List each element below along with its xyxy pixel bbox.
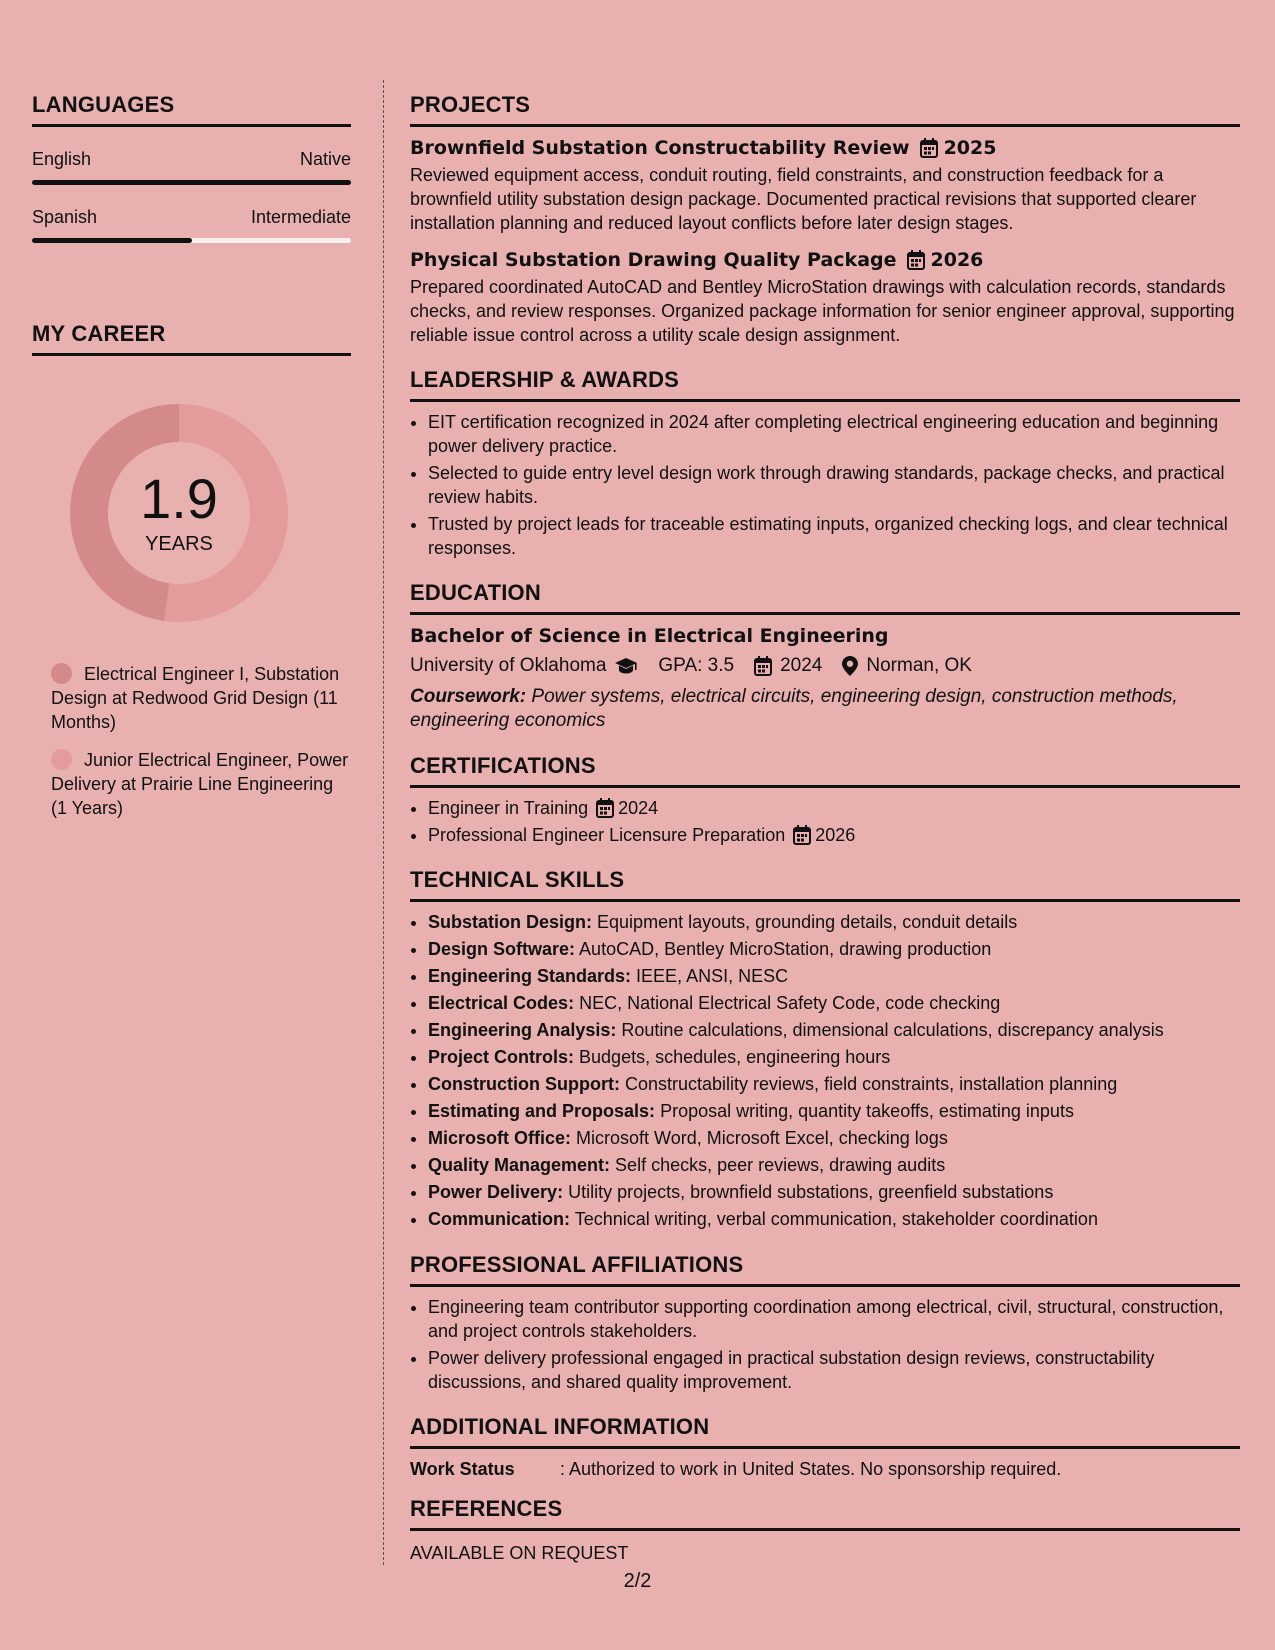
certification-item [428, 796, 1240, 820]
skill-item [428, 991, 1240, 1016]
school-text: University of Oklahoma [410, 655, 607, 676]
skill-value: Utility projects, brownfield substations, greenfield substations [568, 1182, 1054, 1202]
legend-dot [51, 663, 72, 684]
skill-item [428, 1045, 1240, 1070]
certifications-heading: CERTIFICATIONS [410, 753, 1240, 788]
certification-year: 2026 [815, 825, 856, 845]
skill-value: Self checks, peer reviews, drawing audits [615, 1155, 946, 1175]
certification-date [596, 796, 658, 820]
column-divider [383, 80, 384, 1565]
skill-value: Constructability reviews, field constraints, installation planning [625, 1074, 1118, 1094]
project-description: Reviewed equipment access, conduit routing, field constraints, and construction feedback for a brownfield utility substation design package. Documented practical revisions that supported clearer installation planning and reduced layout conflicts before later design stages. [410, 165, 1197, 233]
skill-label: Design Software: [428, 939, 576, 959]
skill-label: Engineering Standards: [428, 966, 632, 986]
affiliations-heading: PROFESSIONAL AFFILIATIONS [410, 1252, 1240, 1287]
coursework-label: Coursework: [410, 686, 527, 707]
work-status-key: Work Status [410, 1459, 515, 1479]
education-section [410, 580, 1240, 733]
year-text: 2024 [780, 655, 823, 676]
leadership-list [410, 410, 1240, 560]
references-heading: REFERENCES [410, 1496, 1240, 1531]
career-item-label: Electrical Engineer I, Substation Design at Redwood Grid Design (11 Months) [51, 664, 340, 732]
skill-label: Project Controls: [428, 1047, 575, 1067]
references-section [410, 1496, 1240, 1564]
career-heading: MY CAREER [32, 321, 351, 356]
work-status-value: : Authorized to work in United States. No sponsorship required. [560, 1459, 1062, 1479]
project-date [907, 249, 984, 271]
affiliation-list [410, 1295, 1240, 1394]
location-text: Norman, OK [866, 655, 972, 676]
project-title-row [410, 137, 1240, 159]
language-proficiency-bar [32, 238, 351, 243]
sidebar [32, 92, 351, 834]
skill-item [428, 1207, 1240, 1232]
skill-item [428, 964, 1240, 989]
language-level: Intermediate [250, 207, 351, 227]
references-text: AVAILABLE ON REQUEST [410, 1543, 629, 1563]
skill-value: Budgets, schedules, engineering hours [579, 1047, 891, 1067]
career-item [51, 748, 351, 820]
project-title-row [410, 249, 1240, 271]
skill-value: Microsoft Word, Microsoft Excel, checking logs [576, 1128, 948, 1148]
skill-value: Equipment layouts, grounding details, conduit details [597, 912, 1018, 932]
skill-value: IEEE, ANSI, NESC [636, 966, 789, 986]
certification-name: • Engineer in Training [428, 798, 589, 818]
certification-row [428, 823, 855, 847]
skill-value: Technical writing, verbal communication, stakeholder coordination [574, 1209, 1098, 1229]
project-list [410, 137, 1240, 347]
additional-heading: ADDITIONAL INFORMATION [410, 1414, 1240, 1449]
career-years-value: 1.9 [140, 466, 218, 530]
project-description: Prepared coordinated AutoCAD and Bentley MicroStation drawings with calculation records, standards checks, and review responses. Organized package information for senior engineer approval, supporting reliable issue control across a utility scale design assignment. [410, 277, 1235, 345]
skill-value: AutoCAD, Bentley MicroStation, drawing production [579, 939, 992, 959]
coursework-text: Power systems, electrical circuits, engineering design, construction methods, engineering economics [410, 686, 1178, 731]
skill-item [428, 1018, 1240, 1043]
language-level: Native [299, 149, 351, 169]
page-number: 2/2 [623, 1570, 652, 1592]
affiliations-section [410, 1252, 1240, 1394]
language-proficiency-fill [32, 238, 192, 243]
skill-item [428, 1099, 1240, 1124]
language-row [32, 207, 351, 228]
project-title: Physical Substation Drawing Quality Package [410, 249, 897, 271]
career-item-label: Junior Electrical Engineer, Power Delivery at Prairie Line Engineering (1 Years) [51, 750, 349, 818]
calendar-icon [754, 656, 772, 676]
education-heading: EDUCATION [410, 580, 1240, 615]
certification-row [428, 796, 658, 820]
graduation-cap-icon [614, 657, 638, 675]
language-row [32, 149, 351, 170]
certifications-section [410, 753, 1240, 847]
project-year: 2025 [943, 137, 997, 159]
language-list [32, 149, 351, 243]
skill-item [428, 1153, 1240, 1178]
certification-year: 2024 [618, 798, 659, 818]
donut-center [66, 400, 292, 626]
main-content [410, 92, 1240, 1584]
skill-item [428, 1072, 1240, 1097]
languages-heading: LANGUAGES [32, 92, 351, 127]
leadership-heading: LEADERSHIP & AWARDS [410, 367, 1240, 402]
skill-value: Routine calculations, dimensional calculations, discrepancy analysis [621, 1020, 1164, 1040]
skill-label: Electrical Codes: [428, 993, 575, 1013]
additional-section [410, 1414, 1240, 1480]
language-name: Spanish [32, 207, 98, 227]
project-year: 2026 [930, 249, 984, 271]
skill-label: Estimating and Proposals: [428, 1101, 656, 1121]
skill-item [428, 1180, 1240, 1205]
certification-date [793, 823, 855, 847]
location [842, 655, 972, 677]
calendar-icon [793, 825, 811, 845]
education-details [410, 655, 1240, 677]
certification-list [410, 796, 1240, 847]
calendar-icon [596, 798, 614, 818]
skill-item [428, 1126, 1240, 1151]
language-proficiency-fill [32, 180, 351, 185]
graduation-year [754, 655, 822, 677]
coursework [410, 685, 1240, 733]
career-years-unit: YEARS [145, 532, 213, 555]
skill-label: Engineering Analysis: [428, 1020, 617, 1040]
list-item: • Engineering team contributor supporting coordination among electrical, civil, structural, construction, and project controls stakeholders. [428, 1295, 1240, 1343]
career-list [32, 662, 351, 820]
leadership-section [410, 367, 1240, 560]
work-status-row [410, 1459, 1240, 1480]
certification-item [428, 823, 1240, 847]
gpa: GPA: 3.5 [658, 655, 735, 676]
projects-section [410, 92, 1240, 347]
calendar-icon [907, 250, 925, 270]
project-date [920, 137, 997, 159]
skills-section [410, 867, 1240, 1232]
school-name [410, 655, 638, 677]
language-proficiency-bar [32, 180, 351, 185]
list-item: • Selected to guide entry level design work through drawing standards, package checks, and practical review habits. [428, 461, 1240, 509]
skill-item [428, 910, 1240, 935]
skill-label: Substation Design: [428, 912, 593, 932]
skill-label: Quality Management: [428, 1155, 611, 1175]
list-item: • EIT certification recognized in 2024 after completing electrical engineering education and beginning power delivery practice. [428, 410, 1240, 458]
language-name: English [32, 149, 92, 169]
project-title: Brownfield Substation Constructability Review [410, 137, 910, 159]
career-donut-chart [66, 400, 292, 626]
skill-list [410, 910, 1240, 1232]
degree-title: Bachelor of Science in Electrical Engineering [410, 625, 889, 647]
calendar-icon [920, 138, 938, 158]
skill-label: Construction Support: [428, 1074, 620, 1094]
skill-label: Microsoft Office: [428, 1128, 572, 1148]
skill-value: NEC, National Electrical Safety Code, code checking [579, 993, 1001, 1013]
certification-name: • Professional Engineer Licensure Preparation [428, 825, 786, 845]
skills-heading: TECHNICAL SKILLS [410, 867, 1240, 902]
list-item: • Trusted by project leads for traceable estimating inputs, organized checking logs, and clear technical responses. [428, 512, 1240, 560]
skill-item [428, 937, 1240, 962]
skill-value: Proposal writing, quantity takeoffs, estimating inputs [660, 1101, 1074, 1121]
map-pin-icon [842, 656, 858, 676]
legend-dot [51, 749, 72, 770]
list-item: • Power delivery professional engaged in practical substation design reviews, constructability discussions, and shared quality improvement. [428, 1346, 1240, 1394]
projects-heading: PROJECTS [410, 92, 1240, 127]
career-item [51, 662, 351, 734]
skill-label: Power Delivery: [428, 1182, 564, 1202]
skill-label: Communication: [428, 1209, 570, 1229]
